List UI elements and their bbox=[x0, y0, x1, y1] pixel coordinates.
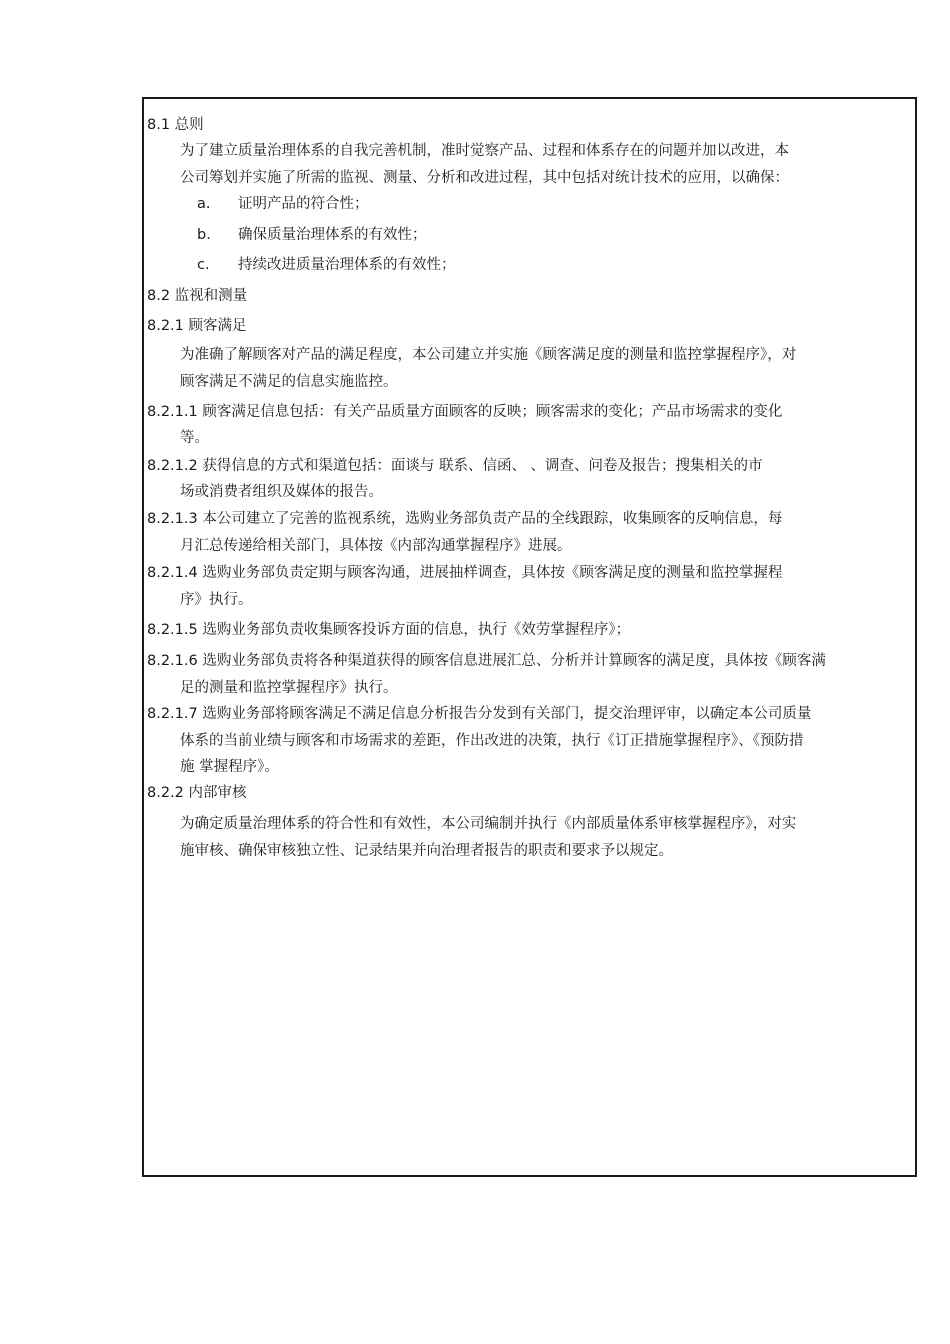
paragraph-line: 为准确了解顾客对产品的满足程度，本公司建立并实施《顾客满足度的测量和监控掌握程序》，对 bbox=[180, 347, 797, 363]
paragraph-line: 施审核、确保审核独立性、记录结果并向治理者报告的职责和要求予以规定。 bbox=[180, 843, 673, 859]
clause-8-2-1-3-cont: 月汇总传递给相关部门，具体按《内部沟通掌握程序》进展。 bbox=[180, 538, 572, 554]
clause-8-2-1-4-cont: 序》执行。 bbox=[180, 592, 253, 608]
list-item-text: 持续改进质量治理体系的有效性； bbox=[238, 257, 456, 273]
clause-8-2-1-2-cont: 场或消费者组织及媒体的报告。 bbox=[180, 484, 383, 500]
list-item bbox=[197, 222, 427, 249]
paragraph-line: 为确定质量治理体系的符合性和有效性，本公司编制并执行《内部质量体系审核掌握程序》，对实 bbox=[180, 816, 797, 832]
clause-8-2-1-3: 8.2.1.3 本公司建立了完善的监视系统，选购业务部负责产品的全线跟踪，收集顾客的反响信息，每 bbox=[147, 511, 783, 527]
list-item-text: 确保质量治理体系的有效性； bbox=[238, 227, 427, 243]
section-heading-8-1: 8.1 总则 bbox=[147, 117, 204, 133]
clause-8-2-1-7-cont: 施 掌握程序》。 bbox=[180, 759, 279, 775]
clause-8-2-1-4: 8.2.1.4 选购业务部负责定期与顾客沟通，进展抽样调查，具体按《顾客满足度的测量和监控掌握程 bbox=[147, 565, 783, 581]
clause-8-2-1-5: 8.2.1.5 选购业务部负责收集顾客投诉方面的信息，执行《效劳掌握程序》； bbox=[147, 622, 631, 638]
clause-8-2-1-1: 8.2.1.1 顾客满足信息包括：有关产品质量方面顾客的反映；顾客需求的变化；产品市场需求的变化 bbox=[147, 404, 783, 420]
clause-8-2-1-1-cont: 等。 bbox=[180, 430, 209, 446]
clause-8-2-1-7-cont: 体系的当前业绩与顾客和市场需求的差距，作出改进的决策，执行《订正措施掌握程序》、《预防措 bbox=[180, 733, 804, 749]
list-item bbox=[197, 252, 456, 279]
list-item-label: c. bbox=[197, 257, 210, 273]
list-item-text: 证明产品的符合性； bbox=[238, 196, 369, 212]
list-item bbox=[197, 191, 369, 218]
clause-8-2-1-2: 8.2.1.2 获得信息的方式和渠道包括：面谈与 联系、信函、 、调查、问卷及报告；搜集相关的市 bbox=[147, 458, 763, 474]
list-item-label: b. bbox=[197, 227, 211, 243]
paragraph-line: 为了建立质量治理体系的自我完善机制，准时觉察产品、过程和体系存在的问题并加以改进，本 bbox=[180, 143, 789, 159]
section-heading-8-2-1: 8.2.1 顾客满足 bbox=[147, 318, 247, 334]
list-item-label: a. bbox=[197, 196, 211, 212]
section-heading-8-2: 8.2 监视和测量 bbox=[147, 288, 248, 304]
paragraph-line: 公司筹划并实施了所需的监视、测量、分析和改进过程，其中包括对统计技术的应用，以确保： bbox=[180, 170, 789, 186]
clause-8-2-1-6-cont: 足的测量和监控掌握程序》执行。 bbox=[180, 680, 398, 696]
clause-8-2-1-6: 8.2.1.6 选购业务部负责将各种渠道获得的顾客信息进展汇总、分析并计算顾客的满足度，具体按《顾客满 bbox=[147, 653, 826, 669]
paragraph-line: 顾客满足不满足的信息实施监控。 bbox=[180, 374, 398, 390]
section-heading-8-2-2: 8.2.2 内部审核 bbox=[147, 785, 247, 801]
clause-8-2-1-7: 8.2.1.7 选购业务部将顾客满足不满足信息分析报告分发到有关部门，提交治理评审，以确定本公司质量 bbox=[147, 706, 812, 722]
